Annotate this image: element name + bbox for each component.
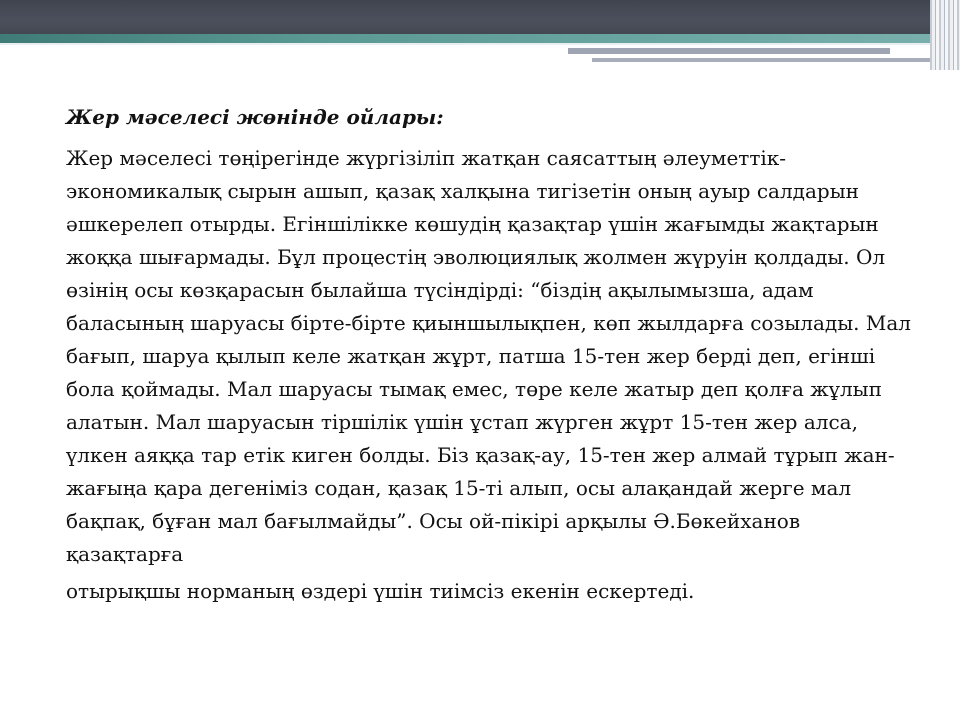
decorative-stripe-lower: [592, 58, 944, 62]
header-bar: [0, 0, 960, 38]
header-accent-stripe: [0, 34, 960, 43]
decorative-stripe-upper: [568, 48, 890, 54]
slide-body: [66, 104, 916, 608]
decorative-vertical-lines: [930, 0, 960, 70]
slide-heading: Жер мәселесі жөнінде ойлары:: [66, 105, 444, 129]
header-divider: [0, 43, 960, 45]
slide-paragraph: Жер мәселесі төңірегінде жүргізіліп жатқан саясаттың әлеуметтік-экономикалық сырын ашып, қазақ халқына тигізетін оның ауыр салдарын әшкерелеп отырды. Егіншілікке көшудің қазақтар үшін жағымды жақтарын жоққа шығармады. Бұл процестің эволюциялық жолмен жүруін қолдады. Ол өзінің осы көзқарасын былайша түсіндірді: “біздің ақылымызша, адам баласының шаруасы бірте-бірте қиыншылықпен, көп жылдарға созылады. Мал бағып, шаруа қылып келе жатқан жұрт, патша 15-тен жер берді деп, егінші бола қоймады. Мал шаруасы тымақ емес, төре келе жатыр деп қолға жұлып алатын. Мал шаруасын тіршілік үшін ұстап жүрген жұрт 15-тен жер алса, үлкен аяққа тар етік киген болды. Біз қазақ-ау, 15-тен жер алмай тұрып жан-жағыңа қара дегеніміз содан, қазақ 15-ті алып, осы алақандай жерге мал бақпақ, бұған мал бағылмайды”. Осы ой-пікірі арқылы Ә.Бөкейханов қазақтарға: [66, 146, 911, 566]
slide-closing-line: отырықшы норманың өздері үшін тиімсіз екенін ескертеді.: [66, 579, 695, 603]
